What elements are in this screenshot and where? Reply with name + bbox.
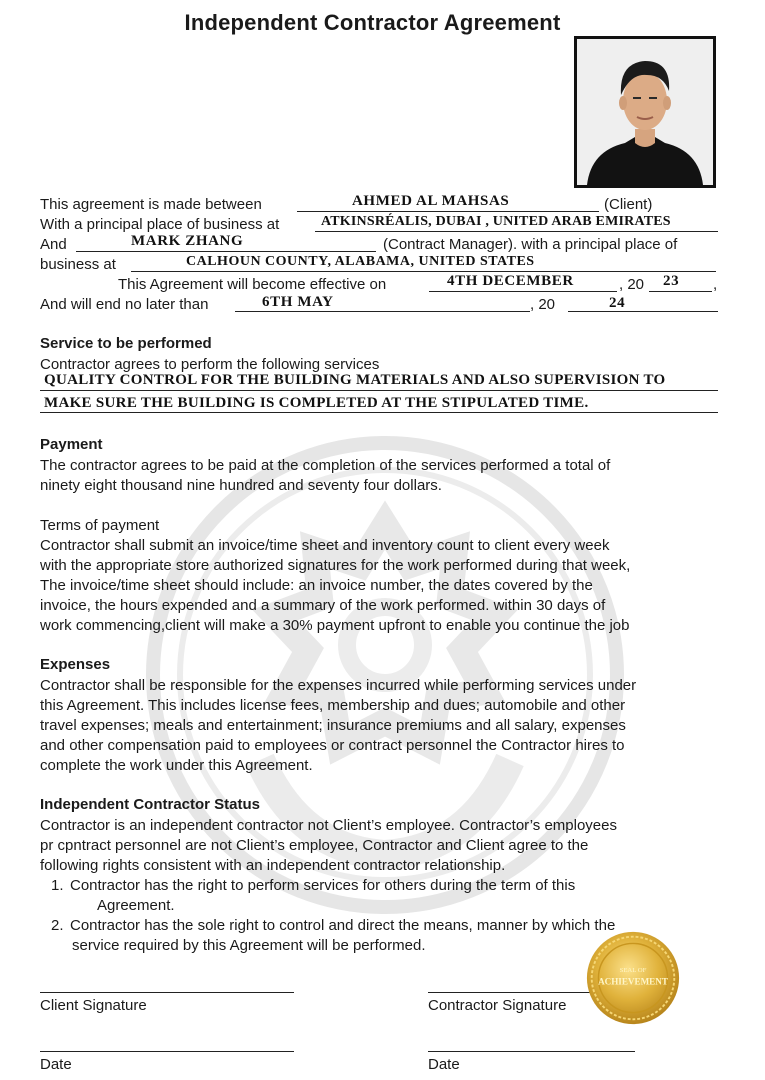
client-date-label: Date (40, 1056, 72, 1073)
client-signature-label: Client Signature (40, 997, 147, 1014)
expenses-line: complete the work under this Agreement. (40, 757, 313, 774)
seal-text-main: ACHIEVEMENT (598, 976, 668, 987)
terms-line: with the appropriate store authorized signatures for the work performed during that week, (40, 557, 631, 574)
payment-line: The contractor agrees to be paid at the completion of the services performed a total of (40, 457, 611, 474)
status-text (40, 816, 730, 876)
end-prefix: And will end no later than (40, 296, 209, 313)
client-signature-line[interactable] (40, 992, 294, 993)
parties-line4-prefix: business at (40, 256, 116, 273)
terms-line: The invoice/time sheet should include: an invoice number, the dates covered by the (40, 577, 593, 594)
services-line-2[interactable]: MAKE SURE THE BUILDING IS COMPLETED AT THE STIPULATED TIME. (44, 395, 589, 411)
terms-line: invoice, the hours expended and a summary of the work performed. within 30 days of (40, 597, 606, 614)
status-item-2-line: Contractor has the sole right to control and direct the means, manner by which the (70, 917, 616, 934)
status-item-1-line: Contractor has the right to perform services for others during the term of this (70, 877, 576, 894)
client-name-field[interactable]: AHMED AL MAHSAS (352, 193, 510, 209)
terms-heading: Terms of payment (40, 517, 160, 534)
effective-date-field[interactable]: 4TH DECEMBER (447, 273, 574, 289)
client-label: (Client) (604, 196, 653, 213)
services-underline-1 (40, 390, 718, 391)
client-address-field[interactable]: ATKINSRÉALIS, DUBAI , UNITED ARAB EMIRATES (321, 214, 671, 229)
end-year-prefix: , 20 (530, 296, 556, 313)
expenses-line: travel expenses; meals and entertainment; insurance premiums and all salary, expenses (40, 717, 626, 734)
contractor-signature-label: Contractor Signature (428, 997, 567, 1014)
contractor-photo (574, 36, 716, 188)
effective-year-prefix: , 20 (619, 276, 645, 293)
parties-line2-prefix: With a principal place of business at (40, 216, 280, 233)
manager-name-field[interactable]: MARK ZHANG (131, 233, 244, 249)
status-item-1 (70, 876, 730, 916)
terms-line: work commencing,client will make a 30% payment upfront to enable you continue the job (40, 617, 630, 634)
effective-year-field[interactable]: 23 (663, 273, 680, 289)
services-underline-2 (40, 412, 718, 413)
expenses-line: and other compensation paid to employees or contract personnel the Contractor hires to (40, 737, 625, 754)
expenses-line: this Agreement. This includes license fees, membership and dues; automobile and other (40, 697, 626, 714)
end-date-field[interactable]: 6TH MAY (262, 294, 334, 310)
document-title: Independent Contractor Agreement (184, 10, 561, 35)
manager-address-field[interactable]: CALHOUN COUNTY, ALABAMA, UNITED STATES (186, 254, 535, 269)
status-item-2-number: 2. (51, 917, 64, 934)
status-item-1-number: 1. (51, 877, 64, 894)
parties-line1-prefix: This agreement is made between (40, 196, 262, 213)
status-heading: Independent Contractor Status (40, 796, 261, 813)
contractor-date-line[interactable] (428, 1051, 635, 1052)
terms-text (40, 536, 730, 636)
expenses-line: Contractor shall be responsible for the expenses incurred while performing services under (40, 677, 637, 694)
services-heading: Service to be performed (40, 335, 212, 352)
gold-seal-icon (585, 930, 681, 1026)
end-date-underline (235, 311, 530, 312)
effective-prefix: This Agreement will become effective on (118, 276, 387, 293)
expenses-text (40, 676, 730, 776)
client-address-underline (315, 231, 718, 232)
parties-line3-prefix: And (40, 236, 67, 253)
seal-text-top: SEAL OF (619, 967, 647, 975)
services-intro: Contractor agrees to perform the following services (40, 356, 380, 373)
end-year-underline (568, 311, 718, 312)
payment-line: ninety eight thousand nine hundred and seventy four dollars. (40, 477, 442, 494)
manager-label: (Contract Manager). with a principal place of (383, 236, 678, 253)
status-line: Contractor is an independent contractor not Client’s employee. Contractor’s employees (40, 817, 617, 834)
status-line: following rights consistent with an independent contractor relationship. (40, 857, 506, 874)
payment-text (40, 456, 730, 496)
payment-heading: Payment (40, 436, 103, 453)
terms-line: Contractor shall submit an invoice/time sheet and inventory count to client every week (40, 537, 610, 554)
manager-name-underline (76, 251, 376, 252)
manager-address-underline (131, 271, 716, 272)
status-item-2-line: service required by this Agreement will be performed. (72, 937, 426, 954)
effective-comma: , (713, 276, 718, 293)
services-line-1[interactable]: QUALITY CONTROL FOR THE BUILDING MATERIALS AND ALSO SUPERVISION TO (44, 372, 666, 388)
expenses-heading: Expenses (40, 656, 111, 673)
effective-date-underline (429, 291, 617, 292)
status-line: pr cpntract personnel are not Client’s employee, Contractor and Client agree to the (40, 837, 589, 854)
end-year-field[interactable]: 24 (609, 295, 626, 311)
effective-year-underline (649, 291, 712, 292)
person-photo-icon (577, 39, 713, 185)
client-name-underline (297, 211, 599, 212)
client-date-line[interactable] (40, 1051, 294, 1052)
status-item-1-line: Agreement. (97, 897, 175, 914)
contractor-date-label: Date (428, 1056, 460, 1073)
